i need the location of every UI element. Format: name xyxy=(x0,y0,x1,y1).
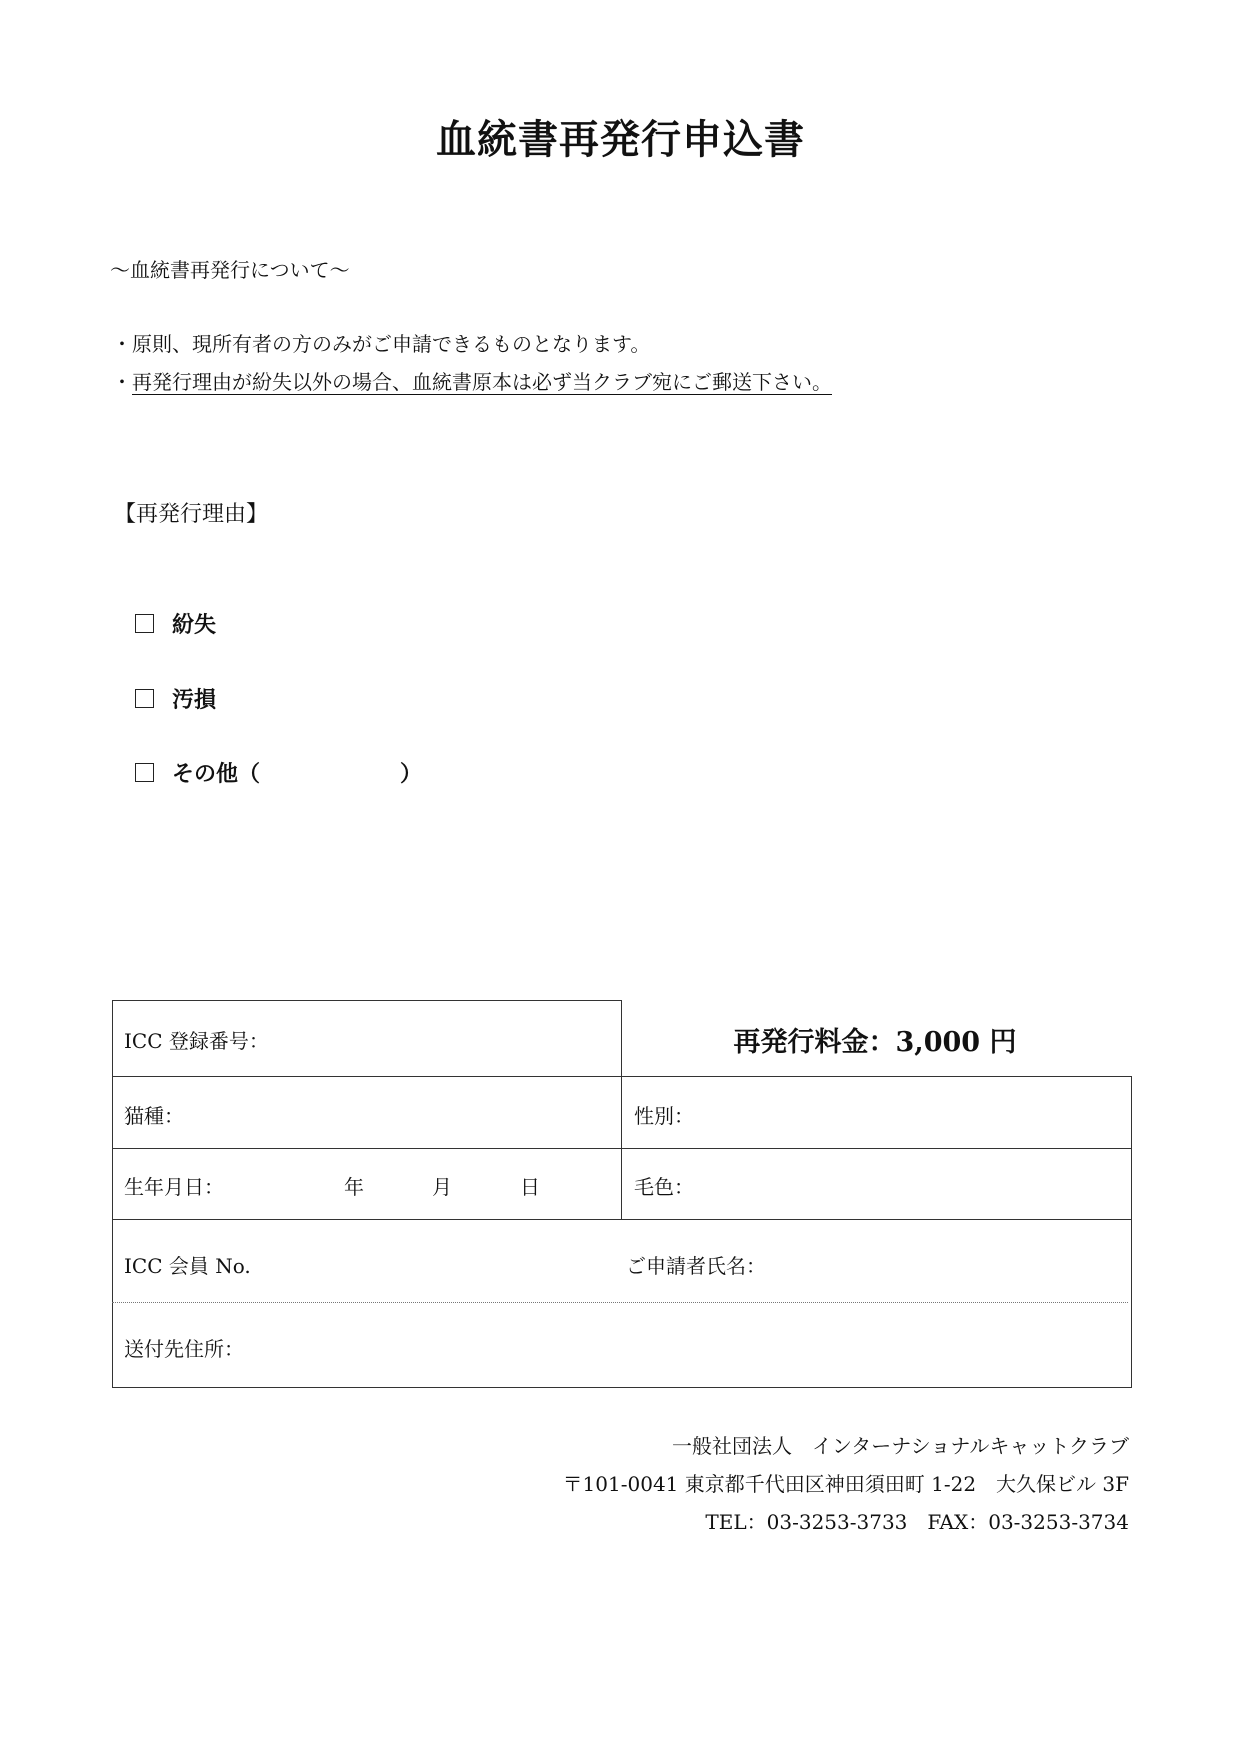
sex-label: 性別： xyxy=(634,1104,694,1128)
reason-other-label: その他（ xyxy=(172,761,261,787)
note-bullet: ・ xyxy=(112,370,132,394)
footer-address: 〒101-0041 東京都千代田区神田須田町 1-22 大久保ビル 3F xyxy=(562,1472,1129,1496)
fee-label: 再発行料金：3,000 円 xyxy=(733,1027,1017,1058)
reason-lost-row[interactable] xyxy=(135,608,216,639)
icc-reg-no-label: ICC 登録番号： xyxy=(124,1029,269,1053)
reason-damaged-label: 汚損 xyxy=(172,687,217,713)
applicant-section[interactable] xyxy=(112,1219,1132,1388)
color-cell[interactable] xyxy=(621,1148,1132,1220)
page-title: 血統書再発行申込書 xyxy=(436,116,805,163)
note-send-original xyxy=(112,366,842,395)
footer-contact: TEL：03-3253-3733 FAX：03-3253-3734 xyxy=(705,1510,1129,1534)
birthdate-month: 月 xyxy=(432,1175,452,1199)
color-label: 毛色： xyxy=(634,1175,694,1199)
reason-damaged-checkbox[interactable] xyxy=(135,689,154,708)
sex-cell[interactable] xyxy=(621,1076,1132,1149)
breed-cell[interactable] xyxy=(112,1076,622,1149)
birthdate-label: 生年月日： xyxy=(124,1175,224,1199)
reason-lost-checkbox[interactable] xyxy=(135,614,154,633)
applicant-name-label: ご申請者氏名： xyxy=(626,1254,766,1278)
footer-org: 一般社団法人 インターナショナルキャットクラブ xyxy=(672,1434,1129,1458)
birthdate-day: 日 xyxy=(520,1175,540,1199)
applicant-divider xyxy=(112,1302,1128,1303)
reason-damaged-row[interactable] xyxy=(135,683,216,714)
reason-other-row[interactable] xyxy=(135,757,422,788)
note-send-original-text: 再発行理由が紛失以外の場合、血統書原本は必ず当クラブ宛にご郵送下さい。 xyxy=(132,370,832,394)
reason-lost-label: 紛失 xyxy=(172,612,217,638)
address-label: 送付先住所： xyxy=(124,1337,244,1361)
member-no-label: ICC 会員 No. xyxy=(124,1254,251,1278)
breed-label: 猫種： xyxy=(124,1104,184,1128)
about-heading: ～血統書再発行について～ xyxy=(110,258,350,282)
note-owner-only: ・原則、現所有者の方のみがご申請できるものとなります。 xyxy=(112,332,651,356)
birthdate-year: 年 xyxy=(344,1175,364,1199)
reason-other-close: ） xyxy=(400,761,423,787)
reason-other-checkbox[interactable] xyxy=(135,763,154,782)
reason-heading: 【再発行理由】 xyxy=(114,502,269,527)
